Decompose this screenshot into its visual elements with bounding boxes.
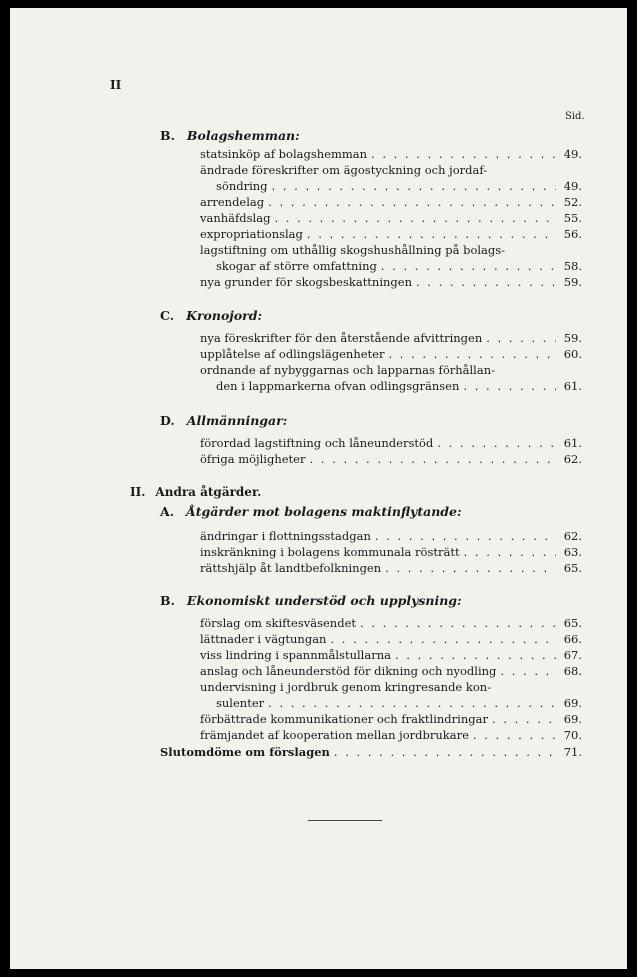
entry-page: 56. [563, 227, 582, 241]
entry-page: 59. [563, 331, 582, 345]
toc-entry [200, 648, 582, 662]
toc-entry [216, 696, 582, 710]
toc-entry [200, 227, 582, 241]
entry-page: 49. [563, 147, 582, 161]
entry-text: främjandet af kooperation mellan jordbrukare [200, 728, 469, 742]
section-c-heading [160, 308, 262, 323]
entry-page: 49. [563, 179, 582, 193]
entry-page: 59. [563, 275, 582, 289]
entry-text: förordad lagstiftning och låneunderstöd [200, 436, 434, 450]
toc-entry [200, 728, 582, 742]
document-page [10, 8, 627, 969]
entry-page: 60. [563, 347, 582, 361]
toc-entry: lagstiftning om uthållig skogshushållning på bolags- [200, 243, 506, 257]
section-title: Allmänningar: [186, 413, 288, 428]
entry-page: 52. [563, 195, 582, 209]
section-letter: C. [160, 308, 175, 323]
toc-entry [200, 561, 582, 575]
section-ii-heading [130, 485, 261, 499]
entry-page: 61. [563, 436, 582, 450]
entry-page: 66. [563, 632, 582, 646]
toc-entry [200, 195, 582, 209]
entry-page: 69. [563, 712, 582, 726]
section-ii-b-heading [160, 593, 462, 608]
closing-rule [308, 820, 382, 821]
toc-entry [200, 147, 582, 161]
entry-page: 65. [563, 561, 582, 575]
section-b-heading [160, 128, 300, 143]
entry-text: söndring [216, 179, 268, 193]
entry-text: anslag och låneunderstöd för dikning och nyodling [200, 664, 497, 678]
section-title: Kronojord: [186, 308, 263, 323]
toc-entry [216, 379, 582, 393]
section-number: II. [130, 485, 146, 499]
entry-text: vanhäfdslag [200, 211, 271, 225]
entry-page: 68. [563, 664, 582, 678]
toc-entry [200, 436, 582, 450]
entry-text: förslag om skiftesväsendet [200, 616, 357, 630]
entry-page: 55. [563, 211, 582, 225]
toc-entry [216, 179, 582, 193]
toc-entry [200, 664, 582, 678]
page-column-header: Sid. [565, 111, 585, 122]
entry-text: den i lappmarkerna ofvan odlingsgränsen [216, 379, 460, 393]
toc-entry [200, 211, 582, 225]
section-letter: B. [160, 128, 175, 143]
entry-page: 61. [563, 379, 582, 393]
toc-entry-conclusion [160, 745, 582, 759]
toc-entry [200, 275, 582, 289]
toc-entry: undervisning i jordbruk genom kringresande kon- [200, 680, 492, 694]
section-title: Åtgärder mot bolagens maktinflytande: [186, 504, 462, 519]
entry-text: lättnader i vägtungan [200, 632, 327, 646]
section-letter: D. [160, 413, 175, 428]
entry-text: upplåtelse af odlingslägenheter [200, 347, 385, 361]
entry-page: 67. [563, 648, 582, 662]
entry-text: nya föreskrifter för den återstående afvittringen [200, 331, 483, 345]
entry-page: 71. [563, 745, 582, 759]
entry-text: viss lindring i spannmålstullarna [200, 648, 391, 662]
toc-entry [200, 347, 582, 361]
entry-text: expropriationslag [200, 227, 303, 241]
page-number: II [110, 78, 122, 92]
toc-entry [200, 632, 582, 646]
entry-text: Slutomdöme om förslagen [160, 745, 330, 759]
entry-text: sulenter [216, 696, 265, 710]
section-title: Andra åtgärder. [155, 485, 262, 499]
toc-entry: ändrade föreskrifter om ägostyckning och jordaf- [200, 163, 488, 177]
toc-entry: ordnande af nybyggarnas och lapparnas förhållan- [200, 363, 496, 377]
entry-text: skogar af större omfattning [216, 259, 377, 273]
entry-text: arrendelag [200, 195, 265, 209]
entry-page: 69. [563, 696, 582, 710]
section-letter: A. [160, 504, 175, 519]
entry-page: 62. [563, 452, 582, 466]
entry-text: statsinköp af bolagshemman [200, 147, 368, 161]
entry-text: nya grunder för skogsbeskattningen [200, 275, 412, 289]
entry-text: rättshjälp åt landtbefolkningen [200, 561, 382, 575]
entry-page: 70. [563, 728, 582, 742]
toc-entry [200, 452, 582, 466]
toc-entry [200, 712, 582, 726]
section-title: Ekonomiskt understöd och upplysning: [186, 593, 462, 608]
entry-text: förbättrade kommunikationer och fraktlindringar [200, 712, 488, 726]
toc-entry [200, 545, 582, 559]
entry-page: 58. [563, 259, 582, 273]
entry-page: 65. [563, 616, 582, 630]
section-letter: B. [160, 593, 175, 608]
entry-text: inskränkning i bolagens kommunala rösträtt [200, 545, 460, 559]
section-d-heading [160, 413, 287, 428]
entry-page: 63. [563, 545, 582, 559]
entry-page: 62. [563, 529, 582, 543]
section-title: Bolagshemman: [186, 128, 300, 143]
entry-text: öfriga möjligheter [200, 452, 306, 466]
toc-entry [200, 529, 582, 543]
toc-entry [216, 259, 582, 273]
section-ii-a-heading [160, 504, 462, 519]
entry-text: ändringar i flottningsstadgan [200, 529, 371, 543]
toc-entry [200, 616, 582, 630]
toc-entry [200, 331, 582, 345]
